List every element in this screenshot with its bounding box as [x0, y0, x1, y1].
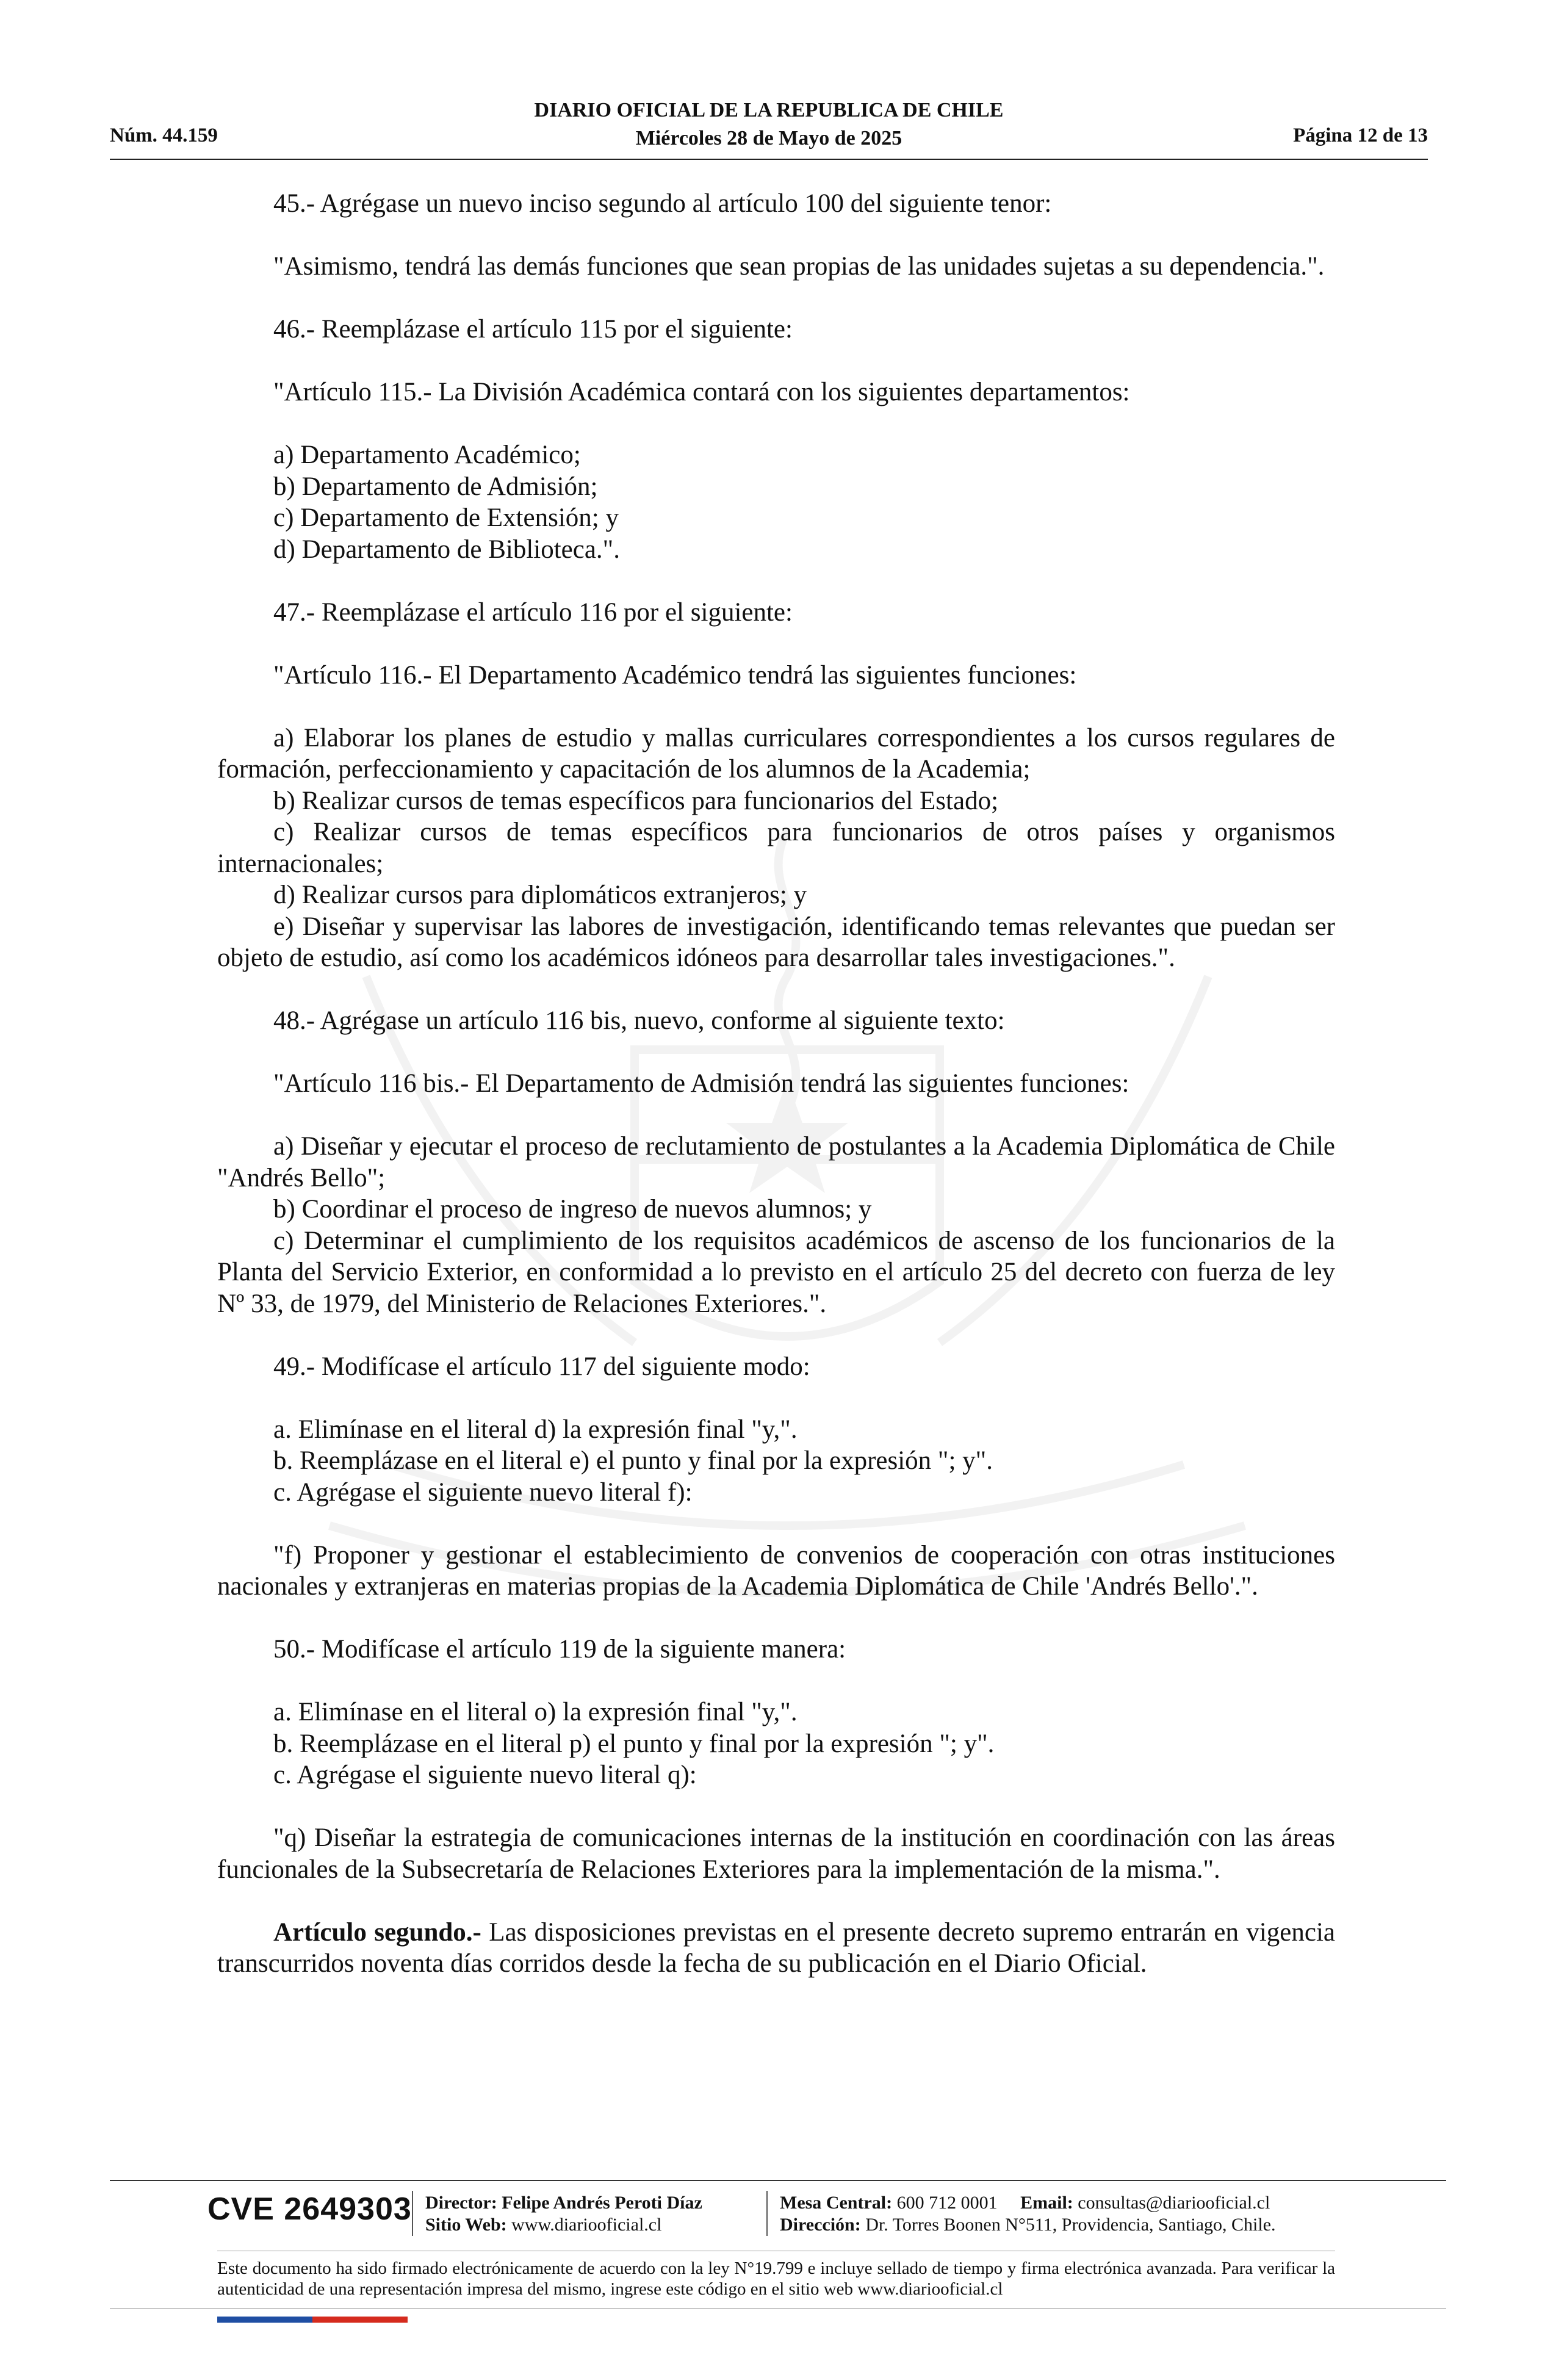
- address-label: Dirección:: [780, 2215, 861, 2235]
- header-center: [110, 96, 1428, 153]
- footer-bottom-rule: [110, 2308, 1446, 2309]
- director-name: Felipe Andrés Peroti Díaz: [502, 2193, 702, 2213]
- list-item: b) Realizar cursos de temas específicos para funcionarios del Estado;: [273, 786, 999, 815]
- paragraph-50: 50.- Modifícase el artículo 119 de la siguiente manera:: [273, 1635, 846, 1664]
- email-label: Email:: [1020, 2193, 1073, 2213]
- paragraph-48: 48.- Agrégase un artículo 116 bis, nuevo, conforme al siguiente texto:: [273, 1006, 1005, 1035]
- list-item: c) Determinar el cumplimiento de los requisitos académicos de ascenso de los funcionarios de la Planta del Servicio Exterior, en conformidad a lo previsto en el artículo 25 del decreto con fuerza de ley Nº 33, de 1979, del Ministerio de Relaciones Exteriores.".: [217, 1226, 1335, 1318]
- page-header: [110, 92, 1428, 160]
- document-body: [217, 188, 1335, 1980]
- email-link[interactable]: consultas@diariooficial.cl: [1078, 2193, 1270, 2213]
- footer-divider: [766, 2191, 768, 2236]
- list-item: a) Elaborar los planes de estudio y mallas curriculares correspondientes a los cursos regulares de formación, perfeccionamiento y capacitación de los alumnos de la Academia;: [217, 723, 1335, 784]
- footer-divider: [412, 2191, 413, 2236]
- list-item: d) Realizar cursos para diplomáticos extranjeros; y: [273, 881, 807, 909]
- flag-red-segment: [312, 2317, 408, 2323]
- article-second-text: Las disposiciones previstas en el presente decreto supremo entrarán en vigencia transcurridos noventa días corridos desde la fecha de su publicación en el Diario Oficial.: [217, 1917, 1335, 1978]
- list-item: d) Departamento de Biblioteca.".: [273, 535, 620, 564]
- mesa-central-phone: 600 712 0001: [896, 2193, 998, 2213]
- cve-code: CVE 2649303: [207, 2191, 412, 2227]
- website-label: Sitio Web:: [425, 2215, 507, 2235]
- quote-49: "f) Proponer y gestionar el establecimiento de convenios de cooperación con otras instituciones nacionales y extranjeras en materias propias de la Academia Diplomática de Chile 'Andrés Bello'.".: [217, 1540, 1335, 1601]
- legal-notice: Este documento ha sido firmado electrónicamente de acuerdo con la ley N°19.799 e incluye sellado de tiempo y firma electrónica avanzada. Para verificar la autenticidad de una representación impresa del mismo, ingrese este código en el sitio web www.diariooficial.cl: [217, 2259, 1335, 2299]
- quote-47: "Artículo 116.- El Departamento Académico tendrá las siguientes funciones:: [273, 660, 1077, 690]
- publication-date: Miércoles 28 de Mayo de 2025: [635, 127, 902, 150]
- flag-blue-segment: [217, 2317, 312, 2323]
- list-item: b. Reemplázase en el literal e) el punto y final por la expresión "; y".: [273, 1446, 993, 1475]
- newspaper-title: DIARIO OFICIAL DE LA REPUBLICA DE CHILE: [534, 99, 1004, 121]
- flag-stripe: [217, 2317, 408, 2323]
- quote-45: "Asimismo, tendrá las demás funciones que sean propias de las unidades sujetas a su dependencia.".: [273, 252, 1325, 281]
- paragraph-47: 47.- Reemplázase el artículo 116 por el siguiente:: [273, 597, 793, 627]
- footer-rule: [110, 2180, 1446, 2181]
- page-number: Página 12 de 13: [1293, 124, 1428, 146]
- header-rule: [110, 159, 1428, 160]
- list-item: b) Departamento de Admisión;: [273, 472, 598, 501]
- footer-contact-block: [780, 2192, 1276, 2236]
- mesa-central-label: Mesa Central:: [780, 2193, 893, 2213]
- paragraph-45: 45.- Agrégase un nuevo inciso segundo al artículo 100 del siguiente tenor:: [273, 189, 1052, 218]
- list-item: a) Diseñar y ejecutar el proceso de reclutamiento de postulantes a la Academia Diplomática de Chile "Andrés Bello";: [217, 1132, 1335, 1192]
- list-item: a. Elimínase en el literal o) la expresión final "y,".: [273, 1698, 798, 1726]
- article-second-title: Artículo segundo.-: [273, 1917, 481, 1947]
- article-second: [217, 1917, 1335, 1980]
- list-item: c. Agrégase el siguiente nuevo literal q):: [273, 1761, 697, 1789]
- list-item: a) Departamento Académico;: [273, 441, 581, 469]
- list-item: c. Agrégase el siguiente nuevo literal f):: [273, 1477, 693, 1507]
- list-item: b. Reemplázase en el literal p) el punto y final por la expresión "; y".: [273, 1729, 995, 1758]
- list-item: a. Elimínase en el literal d) la expresión final "y,".: [273, 1415, 798, 1444]
- address-value: Dr. Torres Boonen N°511, Providencia, Santiago, Chile.: [865, 2215, 1276, 2235]
- list-item: b) Coordinar el proceso de ingreso de nuevos alumnos; y: [273, 1195, 872, 1224]
- paragraph-49: 49.- Modifícase el artículo 117 del siguiente modo:: [273, 1352, 810, 1381]
- footer-director-block: [425, 2192, 702, 2236]
- website-link[interactable]: www.diariooficial.cl: [511, 2215, 662, 2235]
- list-item: e) Diseñar y supervisar las labores de investigación, identificando temas relevantes que puedan ser objeto de estudio, así como los académicos idóneos para desarrollar tales investigaciones.".: [217, 912, 1335, 972]
- list-item: c) Departamento de Extensión; y: [273, 503, 619, 532]
- list-item: c) Realizar cursos de temas específicos para funcionarios de otros países y organismos internacionales;: [217, 818, 1335, 878]
- paragraph-46: 46.- Reemplázase el artículo 115 por el siguiente:: [273, 315, 793, 344]
- issue-number: Núm. 44.159: [110, 124, 218, 146]
- quote-50: "q) Diseñar la estrategia de comunicaciones internas de la institución en coordinación con las áreas funcionales de la Subsecretaría de Relaciones Exteriores para la implementación de la misma.".: [217, 1823, 1335, 1884]
- director-label: Director:: [425, 2193, 497, 2213]
- quote-46: "Artículo 115.- La División Académica contará con los siguientes departamentos:: [273, 378, 1130, 406]
- quote-48: "Artículo 116 bis.- El Departamento de Admisión tendrá las siguientes funciones:: [273, 1069, 1129, 1098]
